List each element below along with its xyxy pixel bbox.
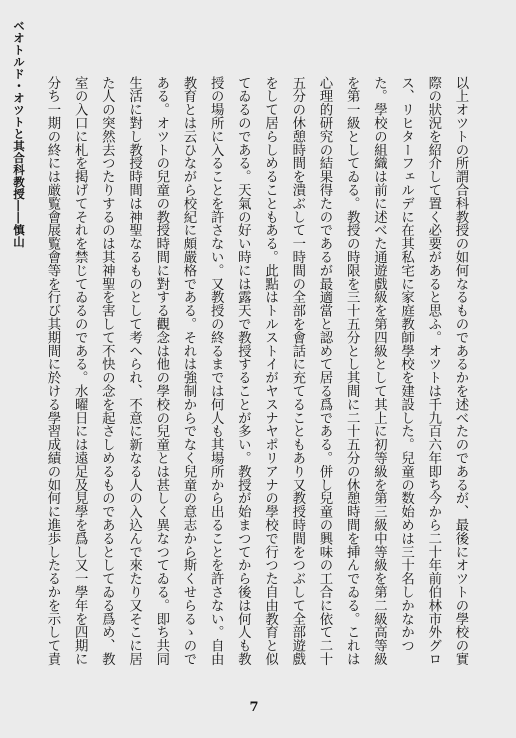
page-number: 7 xyxy=(249,700,259,715)
body-paragraph: 以上オツトの所謂合科教授の如何なるものであるかを述べたのであるが、最後にオツトの學校の實際の狀況を紹介して置く必要があると思ふ。オツトは千九百六年即ち今から二十年前伯林市外グロス、リヒターフェルデに在其私宅に家庭教師學校を建設した。兒童の数始めは三十名しかなかつた。學校の組織は前に述べた通遊戲級を第四級として其上に初等級を第三級中等級を第二級高等級を第一級としてゐる。教授の時限を三十五分とし其間に二十五分の休憩時間を挿んでゐる。これは心理的研究の結果得たのであるが最適當と認めて居る爲である。併し兒童の興味の工合に依て二十五分の休憩時間を潰ぶして一時間の全部を會話に充てることもあり又教授時間をつぶして全部遊戲をして居らしめることもある。此點はトルストイがヤスナヤポリアナの學校で行つた自由教育と似てゐるのである。天氣の好い時には露天で教授することが多い。教授が始まつてから後は何人も教授の場所に入ることを許さない。又教授の終るまでは何人も其場所から出ることを許さない。自由教育とは云ひながら校紀に頗嚴格である。それは強制からでなく兒童の意志から斯くせらるゝのである。オツトの兒童の教授時間に對する觀念は他の學校の兒童とは甚しく異なつてゐる。即ち共同生活に對し教授時間は神聖なるものとして考へられ、不意に新なる人の入込んで來たり又そこに居た人の突然去つたりするのは其神聖を害して不快の念を起さしめるものであるとしてゐる爲め、教室の入口に札を掲げてそれを禁じてゐるのである。水曜日には遠足及見學を爲し又一學年を四期に分ち一期の終には厳覧會展覧會等を行び其期間に於ける學習成績の如何に進歩したるかを示して責 xyxy=(44,76,468,666)
running-header: ベオトルド・オツトと其合科教授――慎山 xyxy=(12,20,26,248)
body-text xyxy=(40,76,474,668)
